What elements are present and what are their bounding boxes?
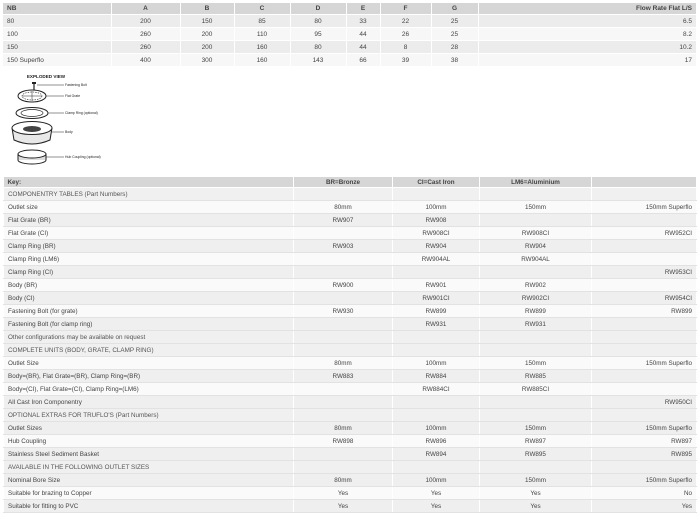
key-cell: Fastening Bolt (for grate)	[4, 305, 294, 318]
key-cell: Other configurations may be available on request	[4, 331, 294, 344]
key-cell	[592, 409, 697, 422]
dimensions-cell: 110	[234, 28, 290, 41]
key-cell: RW884	[393, 370, 480, 383]
dimensions-header-cell: E	[346, 3, 380, 15]
key-cell: Yes	[393, 500, 480, 513]
dimensions-body	[3, 15, 697, 67]
label-fastening-bolt: Fastening Bolt	[65, 83, 87, 87]
key-cell	[592, 253, 697, 266]
dimensions-cell: 95	[290, 28, 346, 41]
dimensions-cell: 150	[3, 41, 111, 54]
dimensions-cell: 85	[234, 15, 290, 28]
key-cell	[393, 344, 480, 357]
key-cell: RW884CI	[393, 383, 480, 396]
key-cell: RW904AL	[480, 253, 592, 266]
key-cell: 100mm	[393, 201, 480, 214]
key-row	[4, 240, 697, 253]
key-cell: RW931	[480, 318, 592, 331]
key-cell: RW908	[393, 214, 480, 227]
key-cell: RW902CI	[480, 292, 592, 305]
key-cell: 100mm	[393, 474, 480, 487]
key-cell: OPTIONAL EXTRAS FOR TRUFLO'S (Part Numbers)	[4, 409, 294, 422]
key-cell: RW931	[393, 318, 480, 331]
key-cell: Suitable for brazing to Copper	[4, 487, 294, 500]
key-cell: RW885CI	[480, 383, 592, 396]
key-cell: COMPONENTRY TABLES (Part Numbers)	[4, 188, 294, 201]
key-cell	[480, 331, 592, 344]
key-cell	[480, 214, 592, 227]
dimensions-cell: 39	[380, 54, 431, 67]
key-cell: RW897	[480, 435, 592, 448]
dimensions-cell: 260	[111, 28, 180, 41]
dimensions-cell: 150 Superflo	[3, 54, 111, 67]
dimensions-row	[3, 28, 697, 41]
key-cell	[480, 396, 592, 409]
dimensions-cell: 200	[180, 28, 234, 41]
key-row	[4, 383, 697, 396]
key-row	[4, 318, 697, 331]
key-cell: RW907	[294, 214, 393, 227]
key-cell	[592, 240, 697, 253]
key-header-cell: CI=Cast Iron	[393, 177, 480, 188]
dimensions-header-row	[3, 3, 697, 15]
dimensions-cell: 150	[180, 15, 234, 28]
key-row	[4, 253, 697, 266]
label-hub-coupling: Hub Coupling (optional)	[65, 155, 101, 159]
key-cell: RW899	[480, 305, 592, 318]
key-row	[4, 279, 697, 292]
dimensions-header-cell: A	[111, 3, 180, 15]
key-cell: 150mm Superflo	[592, 201, 697, 214]
key-cell: RW904AL	[393, 253, 480, 266]
key-row	[4, 500, 697, 513]
key-row	[4, 474, 697, 487]
key-row	[4, 422, 697, 435]
key-cell	[294, 227, 393, 240]
key-row	[4, 227, 697, 240]
key-section-row	[4, 461, 697, 474]
key-header-cell: Key:	[4, 177, 294, 188]
key-cell: 100mm	[393, 422, 480, 435]
key-cell	[592, 331, 697, 344]
key-cell	[294, 318, 393, 331]
key-cell: Body=(CI), Flat Grate=(CI), Clamp Ring=(LM6)	[4, 383, 294, 396]
key-cell: Yes	[480, 487, 592, 500]
key-cell	[480, 409, 592, 422]
key-cell: RW897	[592, 435, 697, 448]
key-cell	[393, 461, 480, 474]
key-cell: Flat Grate (CI)	[4, 227, 294, 240]
key-section-row	[4, 331, 697, 344]
key-cell	[480, 344, 592, 357]
key-cell: RW894	[393, 448, 480, 461]
key-cell: 150mm Superflo	[592, 474, 697, 487]
dimensions-cell: 33	[346, 15, 380, 28]
key-cell: Clamp Ring (CI)	[4, 266, 294, 279]
dimensions-header-cell: G	[431, 3, 478, 15]
key-cell	[592, 370, 697, 383]
key-cell	[393, 409, 480, 422]
key-cell	[294, 292, 393, 305]
dimensions-cell: 100	[3, 28, 111, 41]
label-flat-grate: Flat Grate	[65, 94, 81, 98]
key-row	[4, 357, 697, 370]
key-cell: RW904	[480, 240, 592, 253]
dimensions-cell: 17	[478, 54, 697, 67]
key-section-row	[4, 409, 697, 422]
key-row	[4, 396, 697, 409]
key-cell: RW930	[294, 305, 393, 318]
key-cell	[592, 461, 697, 474]
key-cell: Flat Grate (BR)	[4, 214, 294, 227]
dimensions-header-cell: NB	[3, 3, 111, 15]
key-cell: RW895	[480, 448, 592, 461]
key-cell	[294, 266, 393, 279]
key-cell: RW885	[480, 370, 592, 383]
dimensions-row	[3, 41, 697, 54]
exploded-view-drawing	[4, 74, 101, 172]
key-row	[4, 214, 697, 227]
key-cell: 80mm	[294, 357, 393, 370]
dimensions-cell: 38	[431, 54, 478, 67]
dimensions-cell: 66	[346, 54, 380, 67]
dimensions-cell: 26	[380, 28, 431, 41]
dimensions-header-cell: F	[380, 3, 431, 15]
key-cell: Outlet Sizes	[4, 422, 294, 435]
dimensions-row	[3, 15, 697, 28]
key-cell: Body (CI)	[4, 292, 294, 305]
key-row	[4, 292, 697, 305]
key-cell: RW899	[592, 305, 697, 318]
key-cell: Body=(BR), Flat Grate=(BR), Clamp Ring=(BR)	[4, 370, 294, 383]
dimensions-cell: 22	[380, 15, 431, 28]
key-cell: Yes	[294, 487, 393, 500]
key-cell: 80mm	[294, 474, 393, 487]
dimensions-cell: 25	[431, 28, 478, 41]
key-cell: 100mm	[393, 357, 480, 370]
dimensions-cell: 300	[180, 54, 234, 67]
key-cell	[294, 396, 393, 409]
key-cell: Outlet Size	[4, 357, 294, 370]
dimensions-cell: 6.5	[478, 15, 697, 28]
key-cell: Yes	[480, 500, 592, 513]
dimensions-cell: 10.2	[478, 41, 697, 54]
dimensions-cell: 143	[290, 54, 346, 67]
key-cell: RW908CI	[393, 227, 480, 240]
dimensions-cell: 80	[290, 15, 346, 28]
key-cell	[592, 279, 697, 292]
key-header-cell	[592, 177, 697, 188]
key-cell	[592, 188, 697, 201]
key-cell	[294, 331, 393, 344]
key-row	[4, 201, 697, 214]
key-row	[4, 435, 697, 448]
dimensions-cell: 25	[431, 15, 478, 28]
dimensions-cell: 260	[111, 41, 180, 54]
dimensions-cell: 44	[346, 41, 380, 54]
key-row	[4, 448, 697, 461]
key-row	[4, 487, 697, 500]
key-cell: RW902	[480, 279, 592, 292]
key-header-row	[4, 177, 697, 188]
key-cell: COMPLETE UNITS (BODY, GRATE, CLAMP RING)	[4, 344, 294, 357]
key-cell: 150mm Superflo	[592, 357, 697, 370]
exploded-view-caption: EXPLODED VIEW	[26, 74, 66, 79]
dimensions-row	[3, 54, 697, 67]
key-cell: Stainless Steel Sediment Basket	[4, 448, 294, 461]
key-cell	[393, 266, 480, 279]
key-cell: RW901CI	[393, 292, 480, 305]
key-section-row	[4, 188, 697, 201]
key-cell: RW950CI	[592, 396, 697, 409]
dimensions-cell: 44	[346, 28, 380, 41]
key-cell: Yes	[393, 487, 480, 500]
key-cell: RW898	[294, 435, 393, 448]
key-cell	[480, 266, 592, 279]
key-cell: 150mm	[480, 474, 592, 487]
dimensions-cell: 80	[290, 41, 346, 54]
key-cell: All Cast Iron Componentry	[4, 396, 294, 409]
label-body: Body	[65, 130, 73, 134]
key-cell	[294, 383, 393, 396]
key-cell: Body (BR)	[4, 279, 294, 292]
key-cell	[592, 383, 697, 396]
key-cell: 150mm	[480, 357, 592, 370]
dimensions-cell: 28	[431, 41, 478, 54]
key-cell: Nominal Bore Size	[4, 474, 294, 487]
dimensions-header-cell: C	[234, 3, 290, 15]
key-cell: RW953CI	[592, 266, 697, 279]
key-cell: No	[592, 487, 697, 500]
key-cell	[592, 214, 697, 227]
dimensions-cell: 80	[3, 15, 111, 28]
key-cell	[294, 461, 393, 474]
key-cell: Suitable for fitting to PVC	[4, 500, 294, 513]
key-cell: RW900	[294, 279, 393, 292]
key-cell: RW895	[592, 448, 697, 461]
key-body	[4, 188, 697, 513]
key-cell: RW901	[393, 279, 480, 292]
key-cell: Clamp Ring (LM6)	[4, 253, 294, 266]
key-cell: 150mm	[480, 422, 592, 435]
key-cell	[592, 344, 697, 357]
key-cell: 80mm	[294, 422, 393, 435]
dimensions-cell: 200	[111, 15, 180, 28]
key-cell: RW952CI	[592, 227, 697, 240]
key-cell: RW903	[294, 240, 393, 253]
key-row	[4, 370, 697, 383]
key-cell	[480, 461, 592, 474]
key-cell: RW883	[294, 370, 393, 383]
dimensions-cell: 8.2	[478, 28, 697, 41]
key-cell: Fastening Bolt (for clamp ring)	[4, 318, 294, 331]
dimensions-cell: 160	[234, 54, 290, 67]
key-cell	[393, 396, 480, 409]
dimensions-cell: 8	[380, 41, 431, 54]
key-cell: RW896	[393, 435, 480, 448]
dimensions-cell: 200	[180, 41, 234, 54]
key-cell: RW954CI	[592, 292, 697, 305]
key-cell	[592, 318, 697, 331]
key-cell: RW899	[393, 305, 480, 318]
key-cell	[480, 188, 592, 201]
key-header-cell: LM6=Aluminium	[480, 177, 592, 188]
key-cell	[294, 448, 393, 461]
dimensions-header-cell: B	[180, 3, 234, 15]
key-cell	[294, 409, 393, 422]
dimensions-header-cell: Flow Rate Flat L/S	[478, 3, 697, 15]
key-cell	[393, 331, 480, 344]
key-cell	[294, 344, 393, 357]
key-header-cell: BR=Bronze	[294, 177, 393, 188]
key-section-row	[4, 344, 697, 357]
key-cell	[294, 188, 393, 201]
key-cell: RW904	[393, 240, 480, 253]
key-row	[4, 305, 697, 318]
key-cell: RW908CI	[480, 227, 592, 240]
key-cell: Yes	[592, 500, 697, 513]
key-cell: Hub Coupling	[4, 435, 294, 448]
key-table	[3, 177, 697, 513]
dimensions-header-cell: D	[290, 3, 346, 15]
key-cell: 80mm	[294, 201, 393, 214]
key-cell: 150mm Superflo	[592, 422, 697, 435]
dimensions-cell: 160	[234, 41, 290, 54]
key-row	[4, 266, 697, 279]
key-cell	[294, 253, 393, 266]
label-clamp-ring: Clamp Ring (optional)	[65, 111, 98, 115]
key-cell: AVAILABLE IN THE FOLLOWING OUTLET SIZES	[4, 461, 294, 474]
exploded-view	[4, 74, 101, 172]
dimensions-cell: 400	[111, 54, 180, 67]
dimensions-table	[3, 3, 697, 66]
key-cell: Yes	[294, 500, 393, 513]
key-cell: Outlet size	[4, 201, 294, 214]
key-cell: Clamp Ring (BR)	[4, 240, 294, 253]
key-cell	[393, 188, 480, 201]
key-cell: 150mm	[480, 201, 592, 214]
